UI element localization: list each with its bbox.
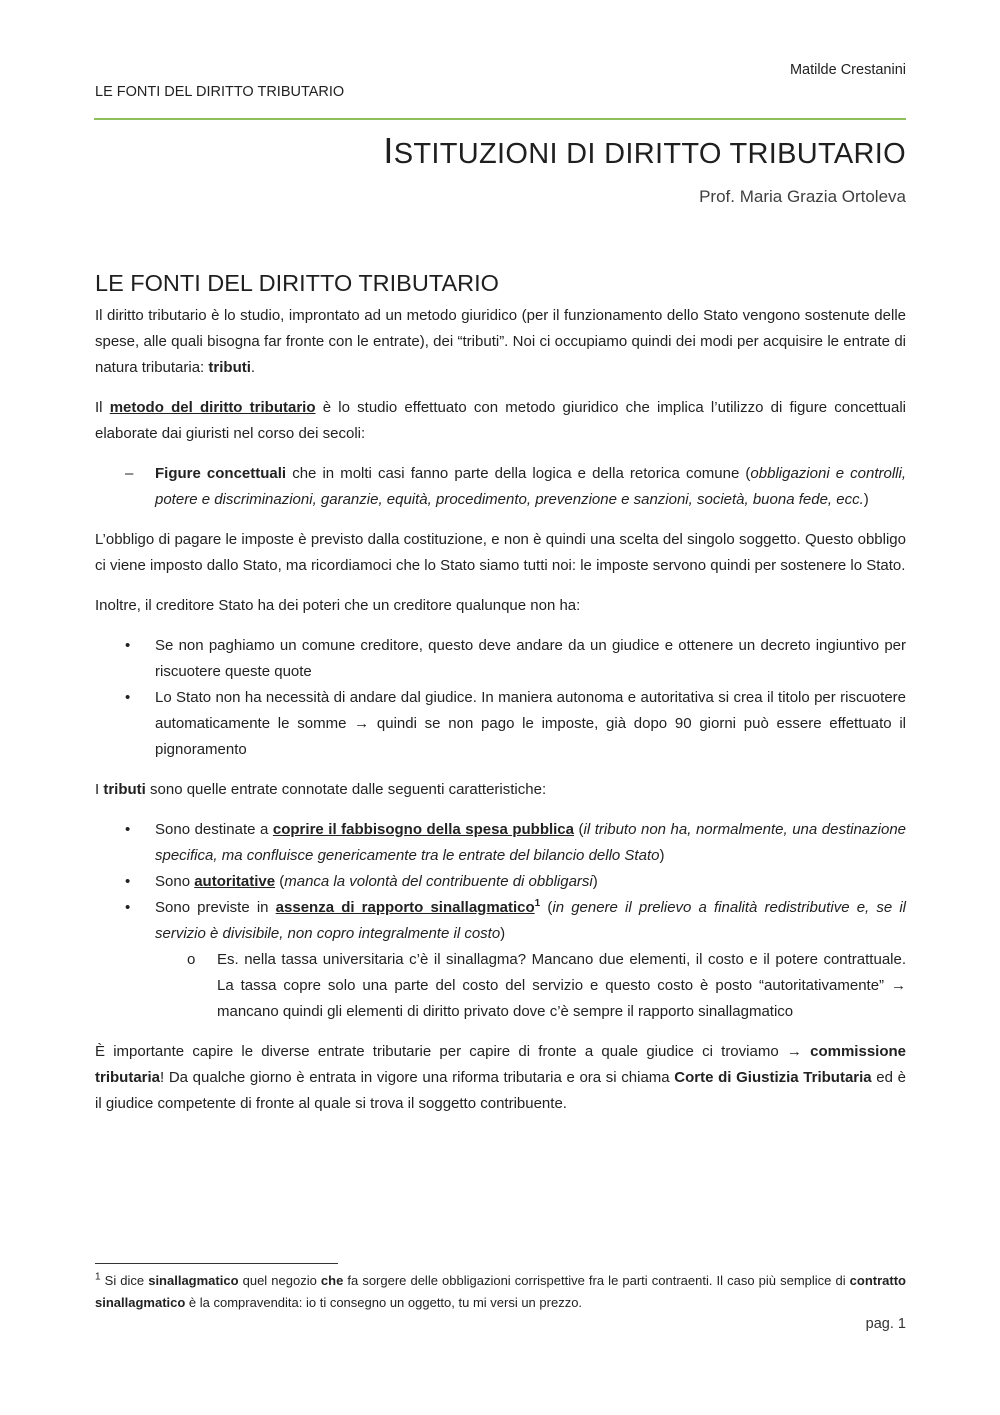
bold-text: tributi [208, 359, 251, 376]
bold-text: sinallagmatico [148, 1273, 239, 1288]
header-section-title: LE FONTI DEL DIRITTO TRIBUTARIO [95, 84, 345, 100]
text: mancano quindi gli elementi di diritto privato dove c’è sempre il rapporto sinallagmatico [217, 1003, 794, 1020]
text: è la compravendita: io ti consegno un oggetto, tu mi versi un prezzo. [185, 1295, 583, 1310]
list-item [95, 895, 906, 947]
list-item [95, 633, 906, 685]
text: . [250, 359, 256, 376]
text: ( [275, 873, 285, 890]
paragraph-method [95, 395, 906, 447]
bold-text: commissione tributaria [95, 1043, 906, 1086]
italic-text: obbligazioni e controlli, potere e discriminazioni, garanzie, equità, procedimento, prevenzione e sanzioni, società, buona fede, ecc. [155, 465, 907, 508]
text: ( [540, 899, 553, 916]
footnote-reference[interactable]: 1 [534, 898, 541, 909]
text: I [95, 781, 104, 798]
text: ed è il giudice competente di fronte al quale si trova il soggetto contribuente. [95, 1069, 906, 1112]
text: quel negozio [238, 1273, 321, 1288]
list-item [95, 817, 906, 869]
text: Sono [155, 873, 195, 890]
bold-text: tributi [103, 781, 146, 798]
text: Es. nella tassa universitaria c’è il sinallagma? Mancano due elementi, il costo e il potere contrattuale. La tassa copre solo una parte del costo del servizio e questo costo è posto “autoritativamente” [217, 951, 906, 994]
text: è lo studio effettuato con metodo giuridico che implica l’utilizzo di figure concettuali elaborate dai giuristi nel corso dei secoli: [95, 399, 906, 442]
footnote-divider [95, 1263, 338, 1264]
text: ) [592, 873, 598, 890]
bold-underlined-text: coprire il fabbisogno della spesa pubblica [272, 821, 574, 838]
bold-text: Corte di Giustizia Tributaria [674, 1069, 872, 1086]
text: che in molti casi fanno parte della logica e della retorica comune ( [286, 465, 751, 482]
dash-list [95, 461, 906, 513]
paragraph-intro [95, 303, 906, 381]
bold-text: contratto sinallagmatico [95, 1273, 907, 1310]
main-content [95, 270, 906, 1131]
text: ! Da qualche giorno è entrata in vigore una riforma tributaria e ora si chiama [160, 1069, 675, 1086]
section-heading: LE FONTI DEL DIRITTO TRIBUTARIO [95, 270, 499, 296]
bullet-list-creditor [95, 633, 906, 763]
text: quindi se non pago le imposte, già dopo 90 giorni può essere effettuato il pignoramento [155, 715, 906, 758]
text: Se non paghiamo un comune creditore, questo deve andare da un giudice e ottenere un decreto ingiuntivo per riscuotere queste quote [155, 637, 906, 680]
header-divider [94, 118, 906, 120]
text: fa sorgere delle obbligazioni corrispettive fra le parti contraenti. Il caso più semplice di [343, 1273, 850, 1288]
sub-list-item [95, 947, 906, 1025]
paragraph-court [95, 1039, 906, 1117]
text: ) [500, 925, 506, 942]
text: ) [863, 491, 869, 508]
title-rest: STITUZIONI DI DIRITTO TRIBUTARIO [393, 138, 906, 170]
document-title [383, 130, 906, 172]
text: ) [659, 847, 665, 864]
bold-text: Figure concettuali [155, 465, 287, 482]
footnote [95, 1270, 906, 1314]
document-subtitle: Prof. Maria Grazia Ortoleva [699, 187, 906, 206]
list-item [95, 461, 906, 513]
dash-marker: – [125, 465, 134, 482]
page-number: pag. 1 [865, 1316, 906, 1332]
italic-text: in genere il prelievo a finalità redistributive e, se il servizio è divisibile, non copro integralmente il costo [155, 899, 906, 942]
text: Sono destinate a [155, 821, 273, 838]
bullet-marker: • [125, 821, 131, 838]
bold-text: che [320, 1273, 344, 1288]
bullet-marker: • [125, 637, 131, 654]
italic-text: manca la volontà del contribuente di obbligarsi [284, 873, 593, 890]
bullet-marker: • [125, 873, 131, 890]
text: È importante capire le diverse entrate tributarie per capire di fronte a quale giudice ci troviamo [95, 1043, 787, 1060]
text: Il [95, 399, 110, 416]
paragraph-creditor: Inoltre, il creditore Stato ha dei poteri che un creditore qualunque non ha: [95, 597, 581, 614]
text: sono quelle entrate connotate dalle seguenti caratteristiche: [145, 781, 547, 798]
bold-underlined-text: metodo del diritto tributario [109, 399, 316, 416]
bold-underlined-text: assenza di rapporto sinallagmatico [275, 899, 535, 916]
text: Il diritto tributario è lo studio, improntato ad un metodo giuridico (per il funzionamento dello Stato vengono sostenute delle spese, alle quali bisogna far fronte con le entrate), dei “tributi”. Noi ci occupiamo quindi dei modi per acquisire le entrate di natura tributaria: [95, 307, 906, 376]
text: Lo Stato non ha necessità di andare dal giudice. In maniera autonoma e autoritativa si crea il titolo per riscuotere automaticamente le somme [155, 689, 906, 732]
bullet-marker: • [125, 899, 131, 916]
italic-text: il tributo non ha, normalmente, una destinazione specifica, ma confluisce genericamente tra le entrate del bilancio dello Stato [155, 821, 906, 864]
text: Si dice [100, 1273, 149, 1288]
title-initial: I [383, 130, 394, 171]
bullet-marker: • [125, 689, 131, 706]
arrow-right-icon: → [354, 715, 370, 732]
header-author: Matilde Crestanini [789, 62, 906, 78]
bold-underlined-text: autoritative [194, 873, 276, 890]
text: Sono previste in [155, 899, 276, 916]
paragraph-obligation: L’obbligo di pagare le imposte è previsto dalla costituzione, e non è quindi una scelta del singolo soggetto. Questo obbligo ci viene imposto dallo Stato, ma ricordiamoci che lo Stato siamo tutti noi: le imposte servono quindi per sostenere lo Stato. [95, 531, 906, 574]
bullet-list-characteristics [95, 817, 906, 1025]
text [802, 1043, 810, 1060]
list-item [95, 685, 906, 763]
list-item [95, 869, 906, 895]
footnote-number: 1 [95, 1271, 101, 1283]
arrow-right-icon: → [786, 1043, 802, 1060]
circle-bullet-marker: o [187, 951, 196, 968]
text: ( [574, 821, 584, 838]
arrow-right-icon: → [891, 977, 906, 994]
paragraph-tributi [95, 777, 906, 803]
